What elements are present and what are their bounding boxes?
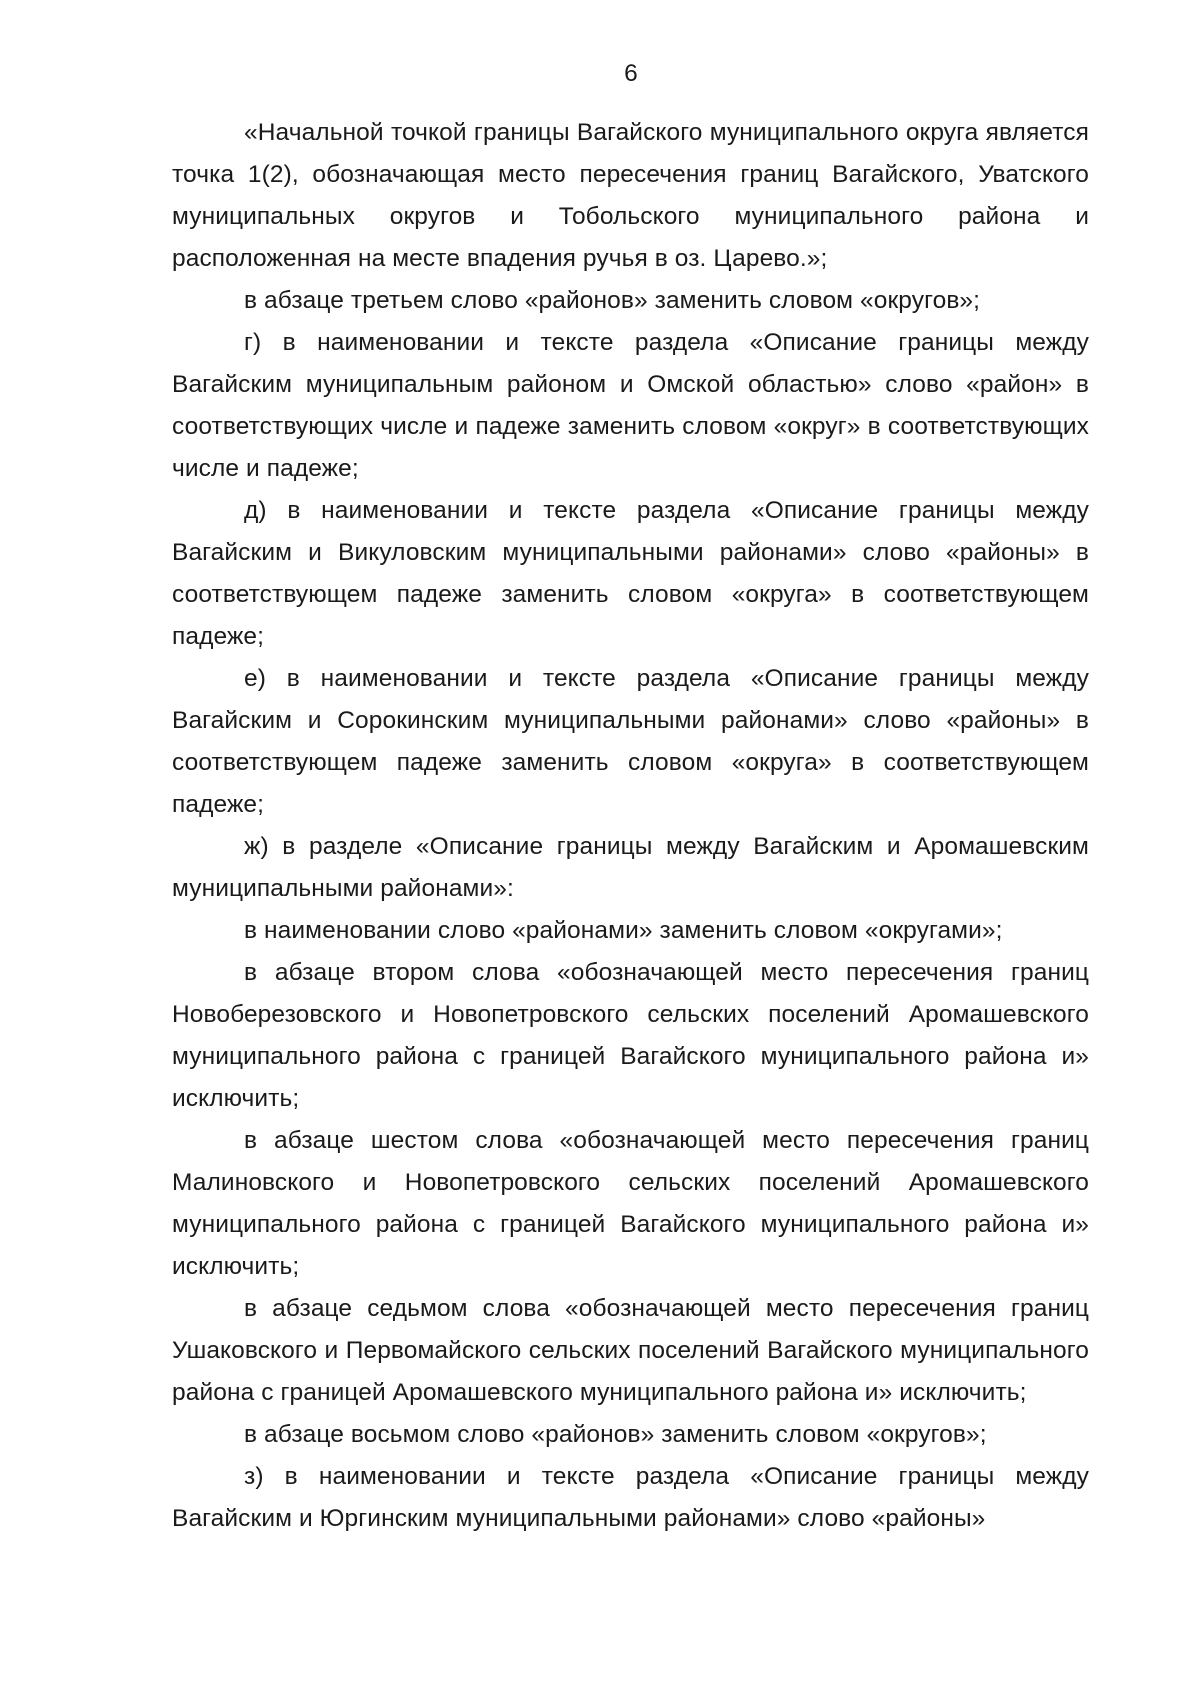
page-number: 6 (624, 60, 638, 87)
paragraph-start-point: «Начальной точкой границы Вагайского муниципального округа является точка 1(2), обозначающая место пересечения границ Вагайского, Уватского муниципальных округов и Тобольского муниципального района и расположенная на месте впадения ручья в оз. Царево.»; (172, 119, 1089, 272)
document-body (172, 112, 1089, 1540)
paragraph-second-clause: в абзаце втором слова «обозначающей место пересечения границ Новоберезовского и Новопетровского сельских поселений Аромашевского муниципального района с границей Вагайского муниципального района и» исключить; (172, 959, 1089, 1112)
paragraph-item-g: г) в наименовании и тексте раздела «Описание границы между Вагайским муниципальным районом и Омской областью» слово «район» в соответствующих числе и падеже заменить словом «округ» в соответствующих числе и падеже; (172, 329, 1089, 482)
paragraph-seventh-clause: в абзаце седьмом слова «обозначающей место пересечения границ Ушаковского и Первомайского сельских поселений Вагайского муниципального района с границей Аромашевского муниципального района и» исключить; (172, 1295, 1089, 1406)
paragraph-naming: в наименовании слово «районами» заменить словом «округами»; (244, 917, 1003, 944)
paragraph-item-z: з) в наименовании и тексте раздела «Описание границы между Вагайским и Юргинским муниципальными районами» слово «районы» (172, 1463, 1089, 1532)
paragraph-sixth-clause: в абзаце шестом слова «обозначающей место пересечения границ Малиновского и Новопетровского сельских поселений Аромашевского муниципального района с границей Вагайского муниципального района и» исключить; (172, 1127, 1089, 1280)
paragraph-item-zh: ж) в разделе «Описание границы между Вагайским и Аромашевским муниципальными районами»: (172, 833, 1089, 902)
paragraph-third-clause: в абзаце третьем слово «районов» заменить словом «округов»; (244, 287, 981, 314)
paragraph-item-d: д) в наименовании и тексте раздела «Описание границы между Вагайским и Викуловским муниципальными районами» слово «районы» в соответствующем падеже заменить словом «округа» в соответствующем падеже; (172, 497, 1089, 650)
paragraph-item-e: е) в наименовании и тексте раздела «Описание границы между Вагайским и Сорокинским муниципальными районами» слово «районы» в соответствующем падеже заменить словом «округа» в соответствующем падеже; (172, 665, 1089, 818)
paragraph-eighth-clause: в абзаце восьмом слово «районов» заменить словом «округов»; (244, 1421, 987, 1448)
